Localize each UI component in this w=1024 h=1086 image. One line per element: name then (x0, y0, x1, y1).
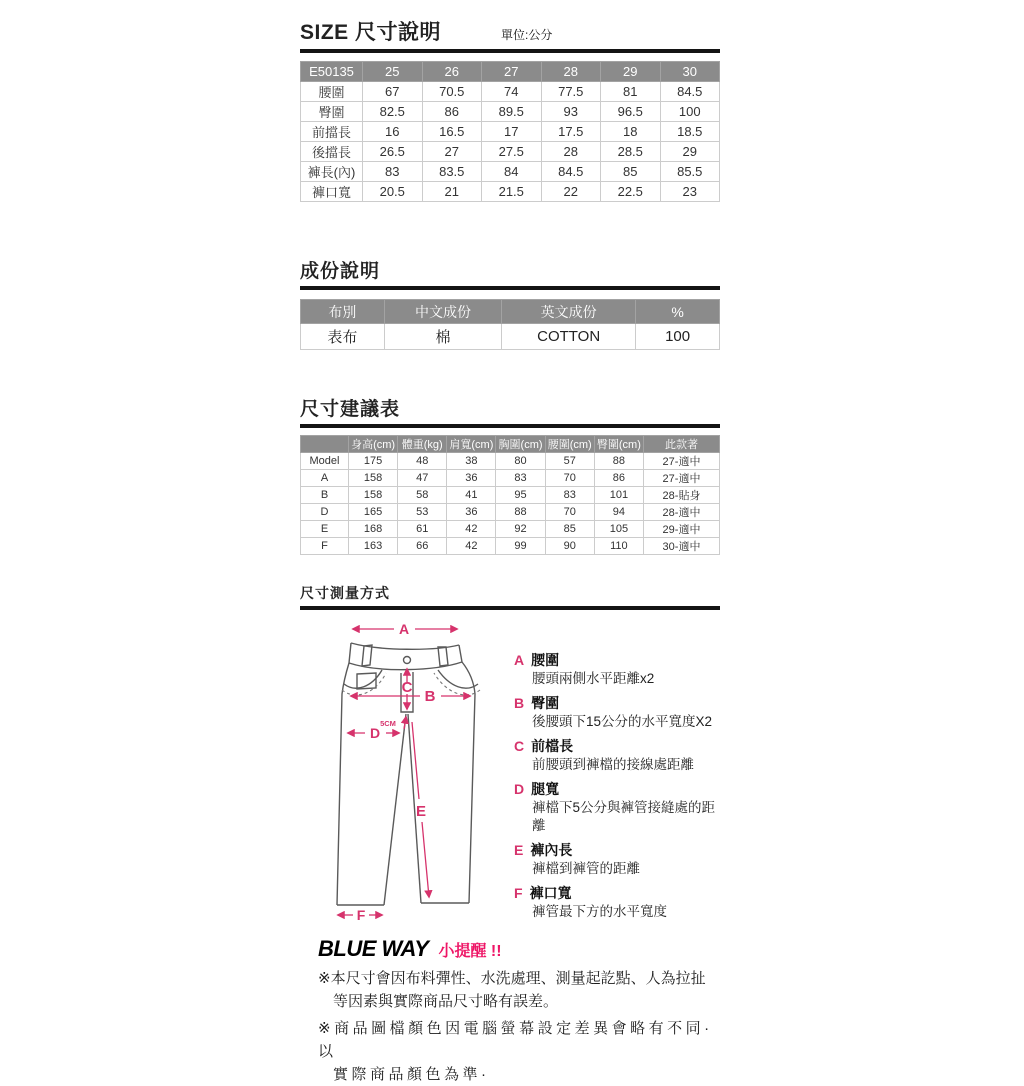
row-label: Model (301, 453, 349, 470)
composition-cell: 棉 (384, 324, 501, 350)
measurement-section (300, 583, 720, 936)
composition-cell: 100 (636, 324, 720, 350)
legend-term: 臀圍 (531, 695, 560, 711)
size-col-header: 29 (601, 62, 661, 82)
composition-table (300, 299, 720, 350)
suggestion-cell: 30-適中 (644, 538, 720, 555)
list-item (514, 884, 720, 921)
suggestion-cell: 101 (594, 487, 643, 504)
list-item (514, 737, 720, 774)
table-row (301, 521, 720, 538)
pants-measurement-diagram (320, 616, 508, 936)
label-d: D (369, 725, 381, 741)
list-item (514, 841, 720, 878)
suggestion-cell: 47 (398, 470, 447, 487)
table-row (301, 182, 720, 202)
size-col-header: 27 (482, 62, 542, 82)
row-label: 臀圍 (301, 102, 363, 122)
size-cell: 83.5 (422, 162, 482, 182)
suggestion-table (300, 435, 720, 555)
suggestion-cell: 95 (496, 487, 545, 504)
suggestion-section-title: 尺寸建議表 (300, 399, 401, 420)
suggestion-cell: 165 (349, 504, 398, 521)
size-cell: 85 (601, 162, 661, 182)
legend-letter: A (514, 652, 525, 668)
suggestion-cell: 85 (545, 521, 594, 538)
size-section-title: SIZE 尺寸說明 (300, 21, 442, 44)
suggestion-section (300, 394, 720, 555)
composition-col-header: 英文成份 (502, 300, 636, 324)
size-col-header: 25 (363, 62, 423, 82)
note-line: ※商品圖檔顏色因電腦螢幕設定差異會略有不同·以 (318, 1020, 713, 1060)
table-row (301, 82, 720, 102)
composition-cell: COTTON (502, 324, 636, 350)
legend-description: 前腰頭到褲檔的接線處距離 (532, 757, 694, 772)
size-cell: 18.5 (660, 122, 720, 142)
suggestion-cell: 41 (447, 487, 496, 504)
label-e: E (415, 803, 427, 820)
table-row (301, 162, 720, 182)
measurement-letters (357, 621, 436, 923)
row-label: 腰圍 (301, 82, 363, 102)
size-cell: 29 (660, 142, 720, 162)
table-row (301, 470, 720, 487)
note-line: 等因素與實際商品尺寸略有誤差。 (333, 993, 559, 1010)
legend-letter: D (514, 781, 525, 797)
row-label: 前擋長 (301, 122, 363, 142)
composition-col-header: 中文成份 (384, 300, 501, 324)
label-f: F (356, 907, 366, 923)
suggestion-cell: 36 (447, 504, 496, 521)
note-line: ※本尺寸會因布料彈性、水洗處理、測量起訖點、人為拉扯 (318, 970, 706, 987)
suggestion-col-header: 胸圍(cm) (496, 436, 545, 453)
composition-section (300, 256, 720, 350)
legend-letter: C (514, 738, 525, 754)
row-label: B (301, 487, 349, 504)
size-cell: 17 (482, 122, 542, 142)
suggestion-cell: 158 (349, 487, 398, 504)
list-item (514, 651, 720, 688)
size-cell: 83 (363, 162, 423, 182)
suggestion-cell: 27-適中 (644, 470, 720, 487)
suggestion-cell: 66 (398, 538, 447, 555)
size-cell: 85.5 (660, 162, 720, 182)
legend-description: 褲檔到褲管的距離 (532, 861, 640, 876)
size-cell: 96.5 (601, 102, 661, 122)
row-label: D (301, 504, 349, 521)
size-cell: 82.5 (363, 102, 423, 122)
size-table-header-row (301, 62, 720, 82)
table-row (301, 538, 720, 555)
size-cell: 70.5 (422, 82, 482, 102)
suggestion-cell: 70 (545, 504, 594, 521)
suggestion-cell: 88 (594, 453, 643, 470)
size-cell: 18 (601, 122, 661, 142)
suggestion-cell: 83 (496, 470, 545, 487)
size-cell: 22.5 (601, 182, 661, 202)
legend-term: 前檔長 (531, 738, 574, 754)
size-cell: 28.5 (601, 142, 661, 162)
table-row (301, 102, 720, 122)
composition-header-row (301, 300, 720, 324)
size-cell: 93 (541, 102, 601, 122)
size-cell: 81 (601, 82, 661, 102)
suggestion-cell: 58 (398, 487, 447, 504)
composition-section-title: 成份說明 (300, 261, 381, 282)
suggestion-cell: 110 (594, 538, 643, 555)
row-label: 後擋長 (301, 142, 363, 162)
size-cell: 77.5 (541, 82, 601, 102)
size-cell: 84.5 (660, 82, 720, 102)
size-col-header: 28 (541, 62, 601, 82)
suggestion-col-header: 肩寬(cm) (447, 436, 496, 453)
section-divider (300, 606, 720, 610)
legend-term: 腿寬 (531, 781, 560, 797)
row-label: F (301, 538, 349, 555)
suggestion-cell: 88 (496, 504, 545, 521)
footer-notes (300, 936, 720, 1086)
suggestion-header-row (301, 436, 720, 453)
composition-col-header: 布別 (301, 300, 385, 324)
unit-label: 單位:公分 (501, 28, 553, 42)
size-cell: 89.5 (482, 102, 542, 122)
suggestion-cell: 38 (447, 453, 496, 470)
legend-letter: B (514, 695, 525, 711)
suggestion-col-header: 體重(kg) (398, 436, 447, 453)
table-row (301, 504, 720, 521)
note-line: 實際商品顏色為準· (333, 1066, 490, 1083)
suggestion-cell: 48 (398, 453, 447, 470)
legend-description: 腰頭兩側水平距離x2 (532, 671, 655, 686)
size-section (300, 16, 720, 202)
brand-line (318, 936, 720, 962)
size-cell: 21.5 (482, 182, 542, 202)
row-label: A (301, 470, 349, 487)
suggestion-cell: 94 (594, 504, 643, 521)
size-cell: 74 (482, 82, 542, 102)
row-label: E (301, 521, 349, 538)
suggestion-cell: 61 (398, 521, 447, 538)
suggestion-cell: 70 (545, 470, 594, 487)
size-cell: 26.5 (363, 142, 423, 162)
size-cell: 16.5 (422, 122, 482, 142)
reminder-label: 小提醒 !! (438, 943, 502, 960)
suggestion-cell: 168 (349, 521, 398, 538)
size-cell: 23 (660, 182, 720, 202)
section-divider (300, 424, 720, 428)
legend-description: 後腰頭下15公分的水平寬度X2 (532, 714, 713, 729)
suggestion-col-header (301, 436, 349, 453)
suggestion-col-header: 此款著 (644, 436, 720, 453)
suggestion-cell: 36 (447, 470, 496, 487)
suggestion-cell: 80 (496, 453, 545, 470)
size-col-header: 26 (422, 62, 482, 82)
size-cell: 84.5 (541, 162, 601, 182)
size-section-header (300, 16, 720, 46)
size-cell: 17.5 (541, 122, 601, 142)
row-label: 褲口寬 (301, 182, 363, 202)
suggestion-cell: 175 (349, 453, 398, 470)
section-divider (300, 49, 720, 53)
suggestion-cell: 28-貼身 (644, 487, 720, 504)
size-cell: 21 (422, 182, 482, 202)
suggestion-cell: 105 (594, 521, 643, 538)
content-column (300, 16, 720, 1086)
suggestion-cell: 163 (349, 538, 398, 555)
size-cell: 22 (541, 182, 601, 202)
suggestion-cell: 29-適中 (644, 521, 720, 538)
suggestion-col-header: 臀圍(cm) (594, 436, 643, 453)
suggestion-cell: 86 (594, 470, 643, 487)
table-row (301, 324, 720, 350)
measurement-legend (514, 616, 720, 936)
label-b: B (424, 688, 436, 705)
suggestion-cell: 90 (545, 538, 594, 555)
suggestion-col-header: 身高(cm) (349, 436, 398, 453)
section-divider (300, 286, 720, 290)
measurement-section-title: 尺寸測量方式 (300, 585, 390, 601)
label-c: C (401, 679, 413, 696)
suggestion-cell: 92 (496, 521, 545, 538)
size-cell: 27 (422, 142, 482, 162)
legend-letter: F (514, 885, 523, 901)
label-5cm: 5CM (380, 719, 396, 728)
brand-logo: BLUE WAY (318, 936, 429, 961)
table-row (301, 122, 720, 142)
row-label: 褲長(內) (301, 162, 363, 182)
table-row (301, 453, 720, 470)
size-cell: 27.5 (482, 142, 542, 162)
suggestion-col-header: 腰圍(cm) (545, 436, 594, 453)
size-cell: 100 (660, 102, 720, 122)
size-cell: 28 (541, 142, 601, 162)
list-item (514, 780, 720, 835)
size-table (300, 61, 720, 202)
legend-description: 褲管最下方的水平寬度 (532, 904, 667, 919)
suggestion-cell: 27-適中 (644, 453, 720, 470)
table-row (301, 487, 720, 504)
suggestion-cell: 28-適中 (644, 504, 720, 521)
suggestion-cell: 57 (545, 453, 594, 470)
size-cell: 86 (422, 102, 482, 122)
suggestion-cell: 53 (398, 504, 447, 521)
legend-term: 腰圍 (531, 652, 560, 668)
legend-description: 褲檔下5公分與褲管接縫處的距離 (532, 800, 716, 833)
legend-letter: E (514, 842, 524, 858)
label-a: A (398, 621, 410, 637)
measurement-arrows (338, 629, 470, 915)
suggestion-cell: 99 (496, 538, 545, 555)
list-item (514, 694, 720, 731)
legend-term: 褲內長 (530, 842, 573, 858)
table-row (301, 142, 720, 162)
size-col-header: E50135 (301, 62, 363, 82)
size-cell: 16 (363, 122, 423, 142)
note-size-tolerance (318, 967, 720, 1013)
suggestion-cell: 158 (349, 470, 398, 487)
suggestion-cell: 42 (447, 538, 496, 555)
size-cell: 67 (363, 82, 423, 102)
size-cell: 84 (482, 162, 542, 182)
size-col-header: 30 (660, 62, 720, 82)
suggestion-cell: 42 (447, 521, 496, 538)
composition-col-header: % (636, 300, 720, 324)
composition-cell: 表布 (301, 324, 385, 350)
note-color-difference (318, 1017, 720, 1086)
legend-term: 褲口寬 (529, 885, 572, 901)
size-cell: 20.5 (363, 182, 423, 202)
measurement-body (300, 616, 720, 936)
suggestion-cell: 83 (545, 487, 594, 504)
